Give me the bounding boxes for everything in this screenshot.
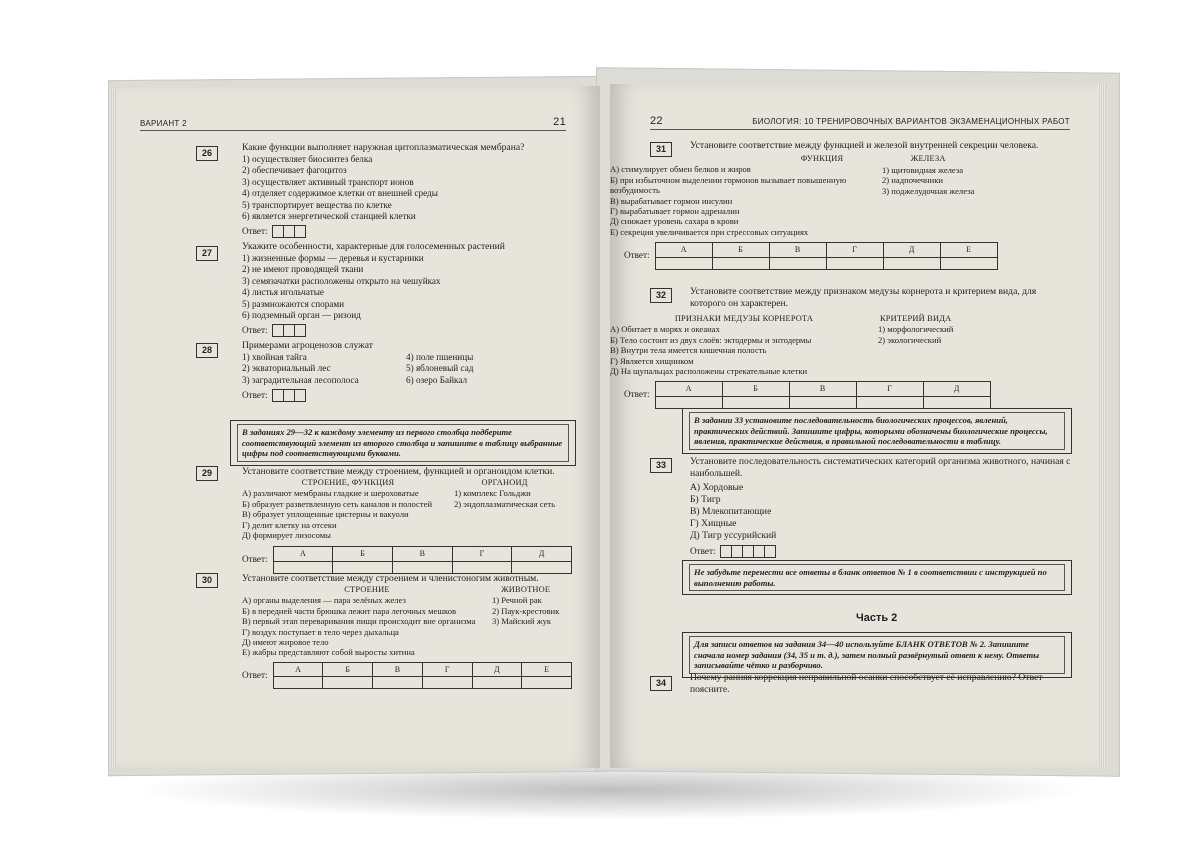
match-item: Б) Тело состоит из двух слоёв: эктодермы и энтодермы xyxy=(610,334,812,345)
instruction-text: В задании 33 установите последовательность биологических процессов, явлений, практических действий. Запишите цифры, которыми обозначены биологические процессы, явления, практические действия, в правильной последовательности в таблицу. xyxy=(689,412,1065,450)
match-item: Е) жабры представляют собой выросты хитина xyxy=(242,647,415,658)
answer-letter: Е xyxy=(522,662,572,676)
answer-cell[interactable] xyxy=(789,396,856,408)
task-34 xyxy=(690,672,1072,696)
option: 2) не имеют проводящей ткани xyxy=(242,264,364,275)
answer-letter: Д xyxy=(512,547,572,561)
answer-table xyxy=(273,662,572,689)
answer-cell[interactable] xyxy=(712,257,769,269)
answer-letter: А xyxy=(273,547,333,561)
answer-cell[interactable] xyxy=(883,257,940,269)
answer-label: Ответ: xyxy=(242,554,268,565)
answer-letter: Г xyxy=(452,547,512,561)
match-item: Д) имеют жировое тело xyxy=(242,637,329,648)
answer-cell[interactable] xyxy=(422,677,472,689)
instruction-text: В заданиях 29—32 к каждому элементу из первого столбца подберите соответствующий элемент из второго столбца и запишите в таблицу выбранные цифры под соответствующими буквами. xyxy=(237,424,569,462)
option: 2) обеспечивает фагоцитоз xyxy=(242,165,347,176)
answer-cell[interactable] xyxy=(826,257,883,269)
task-33 xyxy=(690,456,1072,558)
match-item: Г) вырабатывает гормон адреналин xyxy=(610,206,740,217)
running-head-right xyxy=(650,117,1070,130)
option: В) Млекопитающие xyxy=(690,506,772,517)
option: 6) озеро Байкал xyxy=(406,374,468,385)
running-head-text: ВАРИАНТ 2 xyxy=(140,119,187,128)
match-option: 2) экологический xyxy=(878,334,942,345)
answer-row xyxy=(242,225,572,238)
answer-letter: В xyxy=(373,662,423,676)
option: 1) осуществляет биосинтез белка xyxy=(242,154,373,164)
match-item: В) первый этап переваривания пищи происходит вне организма xyxy=(242,616,476,627)
answer-row xyxy=(624,381,1072,408)
column-header: ФУНКЦИЯ xyxy=(800,154,844,163)
answer-letter: Б xyxy=(722,382,789,396)
answer-cell[interactable] xyxy=(655,257,712,269)
task-number: 34 xyxy=(650,676,672,691)
answer-letter: В xyxy=(789,382,856,396)
column-header: СТРОЕНИЕ, ФУНКЦИЯ xyxy=(301,478,395,487)
match-item: Г) делит клетку на отсеки xyxy=(242,519,337,530)
option: 1) жизненные формы — деревья и кустарники xyxy=(242,253,424,263)
option: 3) заградительная лесополоса xyxy=(242,374,359,385)
match-option: 2) надпочечники xyxy=(882,175,943,186)
answer-cell[interactable] xyxy=(323,677,373,689)
answer-cell[interactable] xyxy=(333,561,393,573)
page-number: 21 xyxy=(553,116,566,128)
answer-row xyxy=(242,324,572,337)
transfer-text: Не забудьте перенести все ответы в бланк ответов № 1 в соответствии с инструкцией по выполнению работы. xyxy=(689,564,1065,591)
match-item: Д) формирует лизосомы xyxy=(242,530,331,541)
match-option: 3) поджелудочная железа xyxy=(882,185,975,196)
task-number: 32 xyxy=(650,288,672,303)
answer-cell[interactable] xyxy=(452,561,512,573)
option: 5) транспортирует вещества по клетке xyxy=(242,199,392,210)
option: 5) размножаются спорами xyxy=(242,298,345,309)
match-item: Д) На щупальцах расположены стрекательные клетки xyxy=(610,366,808,377)
task-question: Установите последовательность систематических категорий организма животного, начиная с наибольшей. xyxy=(690,456,1071,479)
match-option: 1) комплекс Гольджи xyxy=(454,488,531,499)
answer-cell[interactable] xyxy=(512,561,572,573)
answer-cell[interactable] xyxy=(294,324,306,337)
match-item: В) образует уплощенные цистерны и вакуоли xyxy=(242,509,409,520)
option: А) Хордовые xyxy=(690,482,744,493)
option: Б) Тигр xyxy=(690,494,721,505)
match-item: Е) секреция увеличивается при стрессовых ситуациях xyxy=(610,226,809,237)
option: 5) яблоневый сад xyxy=(406,363,474,374)
match-item: А) органы выделения — пара зелёных желез xyxy=(242,595,406,606)
column-header: ОРГАНОИД xyxy=(481,478,528,487)
answer-table xyxy=(273,546,572,573)
answer-cell[interactable] xyxy=(655,396,722,408)
task-question: Почему ранняя коррекция неправильной осанки способствует её исправлению? Ответ поясните. xyxy=(690,672,1043,695)
running-head-text: БИОЛОГИЯ: 10 ТРЕНИРОВОЧНЫХ ВАРИАНТОВ ЭКЗАМЕНАЦИОННЫХ РАБОТ xyxy=(752,117,1070,126)
task-number: 29 xyxy=(196,466,218,481)
answer-label: Ответ: xyxy=(624,389,650,400)
task-question: Какие функции выполняет наружная цитоплазматическая мембрана? xyxy=(242,142,525,153)
answer-letter: В xyxy=(392,547,452,561)
task-number: 27 xyxy=(196,246,218,261)
match-option: 3) Майский жук xyxy=(492,616,552,627)
match-item: Г) Является хищником xyxy=(610,355,694,366)
running-head-left xyxy=(140,116,566,131)
match-option: 1) щитовидная железа xyxy=(882,164,964,175)
answer-cell[interactable] xyxy=(273,677,323,689)
answer-row xyxy=(242,546,572,573)
task-27 xyxy=(242,241,572,337)
match-item: А) различают мембраны гладкие и шероховатые xyxy=(242,488,419,499)
option: 4) отделяет содержимое клетки от внешней среды xyxy=(242,188,438,199)
task-number: 33 xyxy=(650,458,672,473)
answer-letter: Г xyxy=(856,382,923,396)
answer-table xyxy=(655,242,998,269)
answer-letter: Д xyxy=(923,382,990,396)
task-number: 28 xyxy=(196,343,218,358)
answer-label: Ответ: xyxy=(690,545,716,556)
answer-table xyxy=(655,381,991,408)
answer-letter: Д xyxy=(883,243,940,257)
answer-letter: Г xyxy=(422,662,472,676)
answer-letter: Б xyxy=(712,243,769,257)
option: 2) экваториальный лес xyxy=(242,363,331,374)
answer-label: Ответ: xyxy=(624,250,650,261)
answer-letter: Б xyxy=(333,547,393,561)
answer-cell[interactable] xyxy=(769,257,826,269)
column-header: ЖЕЛЕЗА xyxy=(910,154,946,164)
task-number: 26 xyxy=(196,146,218,161)
match-item: Б) при избыточном выделении гормонов вызывает повышенную возбудимость xyxy=(610,174,847,196)
part-2-note xyxy=(682,632,1072,678)
option: 4) листья игольчатые xyxy=(242,287,324,298)
task-question: Установите соответствие между признаком медузы корнерота и критерием вида, для которого он характерен. xyxy=(690,286,1037,309)
column-header: ПРИЗНАКИ МЕДУЗЫ КОРНЕРОТА xyxy=(674,314,814,323)
page-edges-right xyxy=(1098,84,1106,770)
option: 6) является энергетической станцией клетки xyxy=(242,211,416,222)
option: 6) подземный орган — ризоид xyxy=(242,310,361,321)
answer-cell[interactable] xyxy=(273,561,333,573)
answer-cell[interactable] xyxy=(856,396,923,408)
task-question: Установите соответствие между строением, функцией и органоидом клетки. xyxy=(242,466,555,477)
instruction-note xyxy=(682,408,1072,454)
match-option: 1) морфологический xyxy=(878,324,954,335)
match-item: Б) в передней части брюшка лежит пара легочных мешков xyxy=(242,605,457,616)
task-number: 30 xyxy=(196,573,218,588)
answer-row xyxy=(242,389,572,402)
match-item: А) стимулирует обмен белков и жиров xyxy=(610,164,751,175)
part-2-instruction: Для записи ответов на задания 34—40 используйте БЛАНК ОТВЕТОВ № 2. Запишите сначала номер задания (34, 35 и т. д.), затем полный развёрнутый ответ к нему. Ответы записывайте чётко и разборчиво. xyxy=(689,636,1065,674)
match-item: А) Обитает в морях и океанах xyxy=(610,324,720,335)
part-2-heading: Часть 2 xyxy=(856,612,898,624)
answer-cell[interactable] xyxy=(764,545,776,558)
task-28 xyxy=(242,340,572,402)
answer-cell[interactable] xyxy=(294,389,306,402)
column-header: СТРОЕНИЕ xyxy=(344,585,390,594)
option: 1) хвойная тайга xyxy=(242,352,307,362)
answer-letter: В xyxy=(769,243,826,257)
answer-letter: Г xyxy=(826,243,883,257)
answer-row xyxy=(624,242,1072,269)
answer-cell[interactable] xyxy=(522,677,572,689)
option: 3) семязачатки расположены открыто на чешуйках xyxy=(242,275,441,286)
match-option: 2) эндоплазматическая сеть xyxy=(454,498,556,509)
answer-cell[interactable] xyxy=(923,396,990,408)
answer-letter: Е xyxy=(940,243,997,257)
answer-label: Ответ: xyxy=(242,390,268,401)
answer-letter: Б xyxy=(323,662,373,676)
task-number: 31 xyxy=(650,142,672,157)
task-29 xyxy=(242,466,572,574)
column-header: ЖИВОТНОЕ xyxy=(501,585,551,594)
task-question: Установите соответствие между строением и членистоногим животным. xyxy=(242,573,539,584)
answer-letter: А xyxy=(273,662,323,676)
answer-cell[interactable] xyxy=(472,677,522,689)
answer-label: Ответ: xyxy=(242,226,268,237)
task-question: Примерами агроценозов служат xyxy=(242,340,373,351)
match-option: 2) Паук-крестовик xyxy=(492,605,560,616)
instruction-note xyxy=(230,420,576,466)
option: 4) поле пшеницы xyxy=(406,352,474,362)
answer-cell[interactable] xyxy=(392,561,452,573)
right-page xyxy=(610,84,1098,768)
task-26 xyxy=(242,142,572,238)
answer-cell[interactable] xyxy=(294,225,306,238)
match-item: Б) образует разветвленную сеть каналов и полостей xyxy=(242,498,433,509)
transfer-note xyxy=(682,560,1072,595)
match-item: В) Внутри тела имеется кишечная полость xyxy=(610,345,767,356)
match-item: Д) снижает уровень сахара в крови xyxy=(610,216,739,227)
option: 3) осуществляет активный транспорт ионов xyxy=(242,176,414,187)
task-30 xyxy=(242,573,572,689)
answer-cell[interactable] xyxy=(940,257,997,269)
answer-letter: Д xyxy=(472,662,522,676)
answer-letter: А xyxy=(655,382,722,396)
answer-cell[interactable] xyxy=(722,396,789,408)
column-header: КРИТЕРИЙ ВИДА xyxy=(879,314,952,323)
option: Г) Хищные xyxy=(690,518,737,529)
answer-row xyxy=(242,662,572,689)
match-item: В) вырабатывает гормон инсулин xyxy=(610,195,733,206)
answer-row xyxy=(690,545,1072,558)
answer-label: Ответ: xyxy=(242,669,268,680)
match-option: 1) Речной рак xyxy=(492,595,542,606)
match-item: Г) воздух поступает в тело через дыхальца xyxy=(242,626,399,637)
answer-letter: А xyxy=(655,243,712,257)
task-question: Установите соответствие между функцией и железой внутренней секреции человека. xyxy=(690,140,1039,151)
task-question: Укажите особенности, характерные для голосеменных растений xyxy=(242,241,505,252)
option: Д) Тигр уссурийский xyxy=(690,530,777,541)
left-page xyxy=(116,86,600,768)
page-number: 22 xyxy=(650,115,663,127)
answer-label: Ответ: xyxy=(242,325,268,336)
answer-cell[interactable] xyxy=(373,677,423,689)
